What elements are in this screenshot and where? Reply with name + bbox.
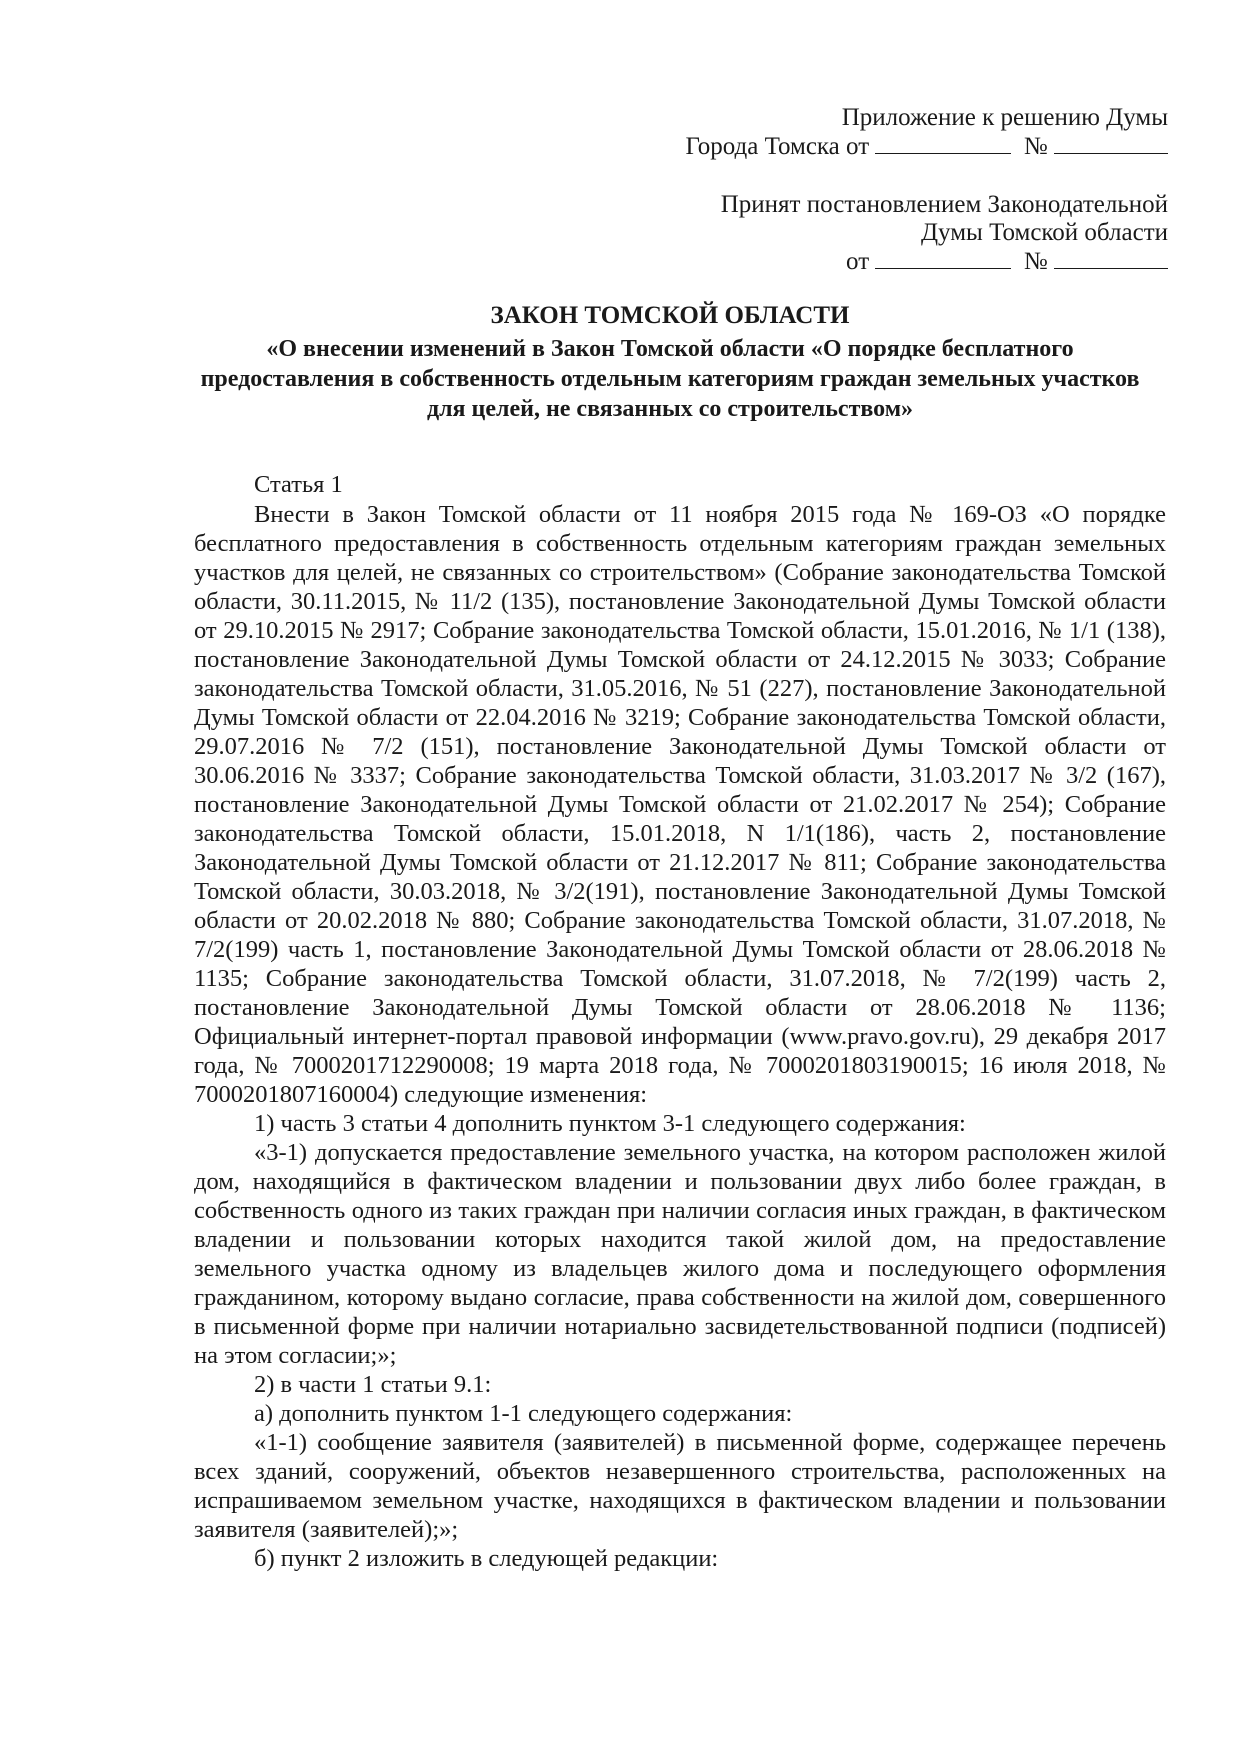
adopted-date-blank bbox=[875, 246, 1011, 269]
item-2a-text: «1-1) сообщение заявителя (заявителей) в письменной форме, содержащее перечень всех зданий, сооружений, объектов незавершенного строительства, расположенных на испрашиваемом земельном участке, находящихся в фактическом владении и пользовании заявителя (заявителей);»; bbox=[194, 1429, 1166, 1543]
item-1-text: «3-1) допускается предоставление земельного участка, на котором расположен жилой дом, находящийся в фактическом владении и пользовании двух либо более граждан, в собственность одного из таких граждан при наличии согласия иных граждан, в фактическом владении и пользовании которых находится такой жилой дом, на предоставление земельного участка одному из владельцев жилого дома и последующего оформления гражданином, которому выдано согласие, права собственности на жилой дом, совершенного в письменной форме при наличии нотариально засвидетельствованной подписи (подписей) на этом согласии;»; bbox=[194, 1139, 1166, 1369]
law-title: ЗАКОН ТОМСКОЙ ОБЛАСТИ bbox=[490, 302, 850, 329]
adopted-number-blank bbox=[1054, 246, 1168, 269]
appendix-line: Приложение к решению Думы bbox=[841, 104, 1168, 131]
law-subtitle: «О внесении изменений в Закон Томской области «О порядке бесплатного предоставления в собственность отдельным категориям граждан земельных участков для целей, не связанных со строительством» bbox=[200, 336, 1140, 422]
number-blank bbox=[1054, 131, 1168, 154]
adopted-date-line bbox=[846, 246, 1168, 277]
law-title-block bbox=[200, 300, 1140, 424]
item-2: 2) в части 1 статьи 9.1: bbox=[254, 1371, 492, 1398]
item-2a: а) дополнить пунктом 1-1 следующего содержания: bbox=[254, 1400, 793, 1427]
appendix-date-line bbox=[685, 131, 1168, 162]
article-heading: Статья 1 bbox=[254, 471, 343, 498]
date-blank bbox=[875, 131, 1011, 154]
number-sign: № bbox=[1023, 133, 1048, 160]
adopted-number-sign: № bbox=[1023, 248, 1048, 275]
adopted-line2: Думы Томской области bbox=[921, 219, 1168, 246]
item-1: 1) часть 3 статьи 4 дополнить пунктом 3-1 следующего содержания: bbox=[254, 1110, 966, 1137]
adopted-line1: Принят постановлением Законодательной bbox=[720, 191, 1168, 218]
appendix-city-from: Города Томска от bbox=[685, 133, 870, 160]
article-intro: Внести в Закон Томской области от 11 ноября 2015 года № 169-ОЗ «О порядке бесплатного предоставления в собственность отдельным категориям граждан земельных участков для целей, не связанных со строительством» (Собрание законодательства Томской области, 30.11.2015, № 11/2 (135), постановление Законодательной Думы Томской области от 29.10.2015 № 2917; Собрание законодательства Томской области, 15.01.2016, № 1/1 (138), постановление Законодательной Думы Томской области от 24.12.2015 № 3033; Собрание законодательства Томской области, 31.05.2016, № 51 (227), постановление Законодательной Думы Томской области от 22.04.2016 № 3219; Собрание законодательства Томской области, 29.07.2016 № 7/2 (151), постановление Законодательной Думы Томской области от 30.06.2016 № 3337; Собрание законодательства Томской области, 31.03.2017 № 3/2 (167), постановление Законодательной Думы Томской области от 21.02.2017 № 254); Собрание законодательства Томской области, 15.01.2018, N 1/1(186), часть 2, постановление Законодательной Думы Томской области от 21.12.2017 № 811; Собрание законодательства Томской области, 30.03.2018, № 3/2(191), постановление Законодательной Думы Томской области от 20.02.2018 № 880; Собрание законодательства Томской области, 31.07.2018, № 7/2(199) часть 1, постановление Законодательной Думы Томской области от 28.06.2018 № 1135; Собрание законодательства Томской области, 31.07.2018, № 7/2(199) часть 2, постановление Законодательной Думы Томской области от 28.06.2018 № 1136; Официальный интернет-портал правовой информации (www.pravo.gov.ru), 29 декабря 2017 года, № 7000201712290008; 19 марта 2018 года, № 7000201803190015; 16 июля 2018, № 7000201807160004) следующие изменения: bbox=[194, 501, 1166, 1108]
article-1 bbox=[194, 470, 1166, 1573]
item-2b: б) пункт 2 изложить в следующей редакции: bbox=[254, 1545, 719, 1572]
adopted-from: от bbox=[846, 248, 870, 275]
